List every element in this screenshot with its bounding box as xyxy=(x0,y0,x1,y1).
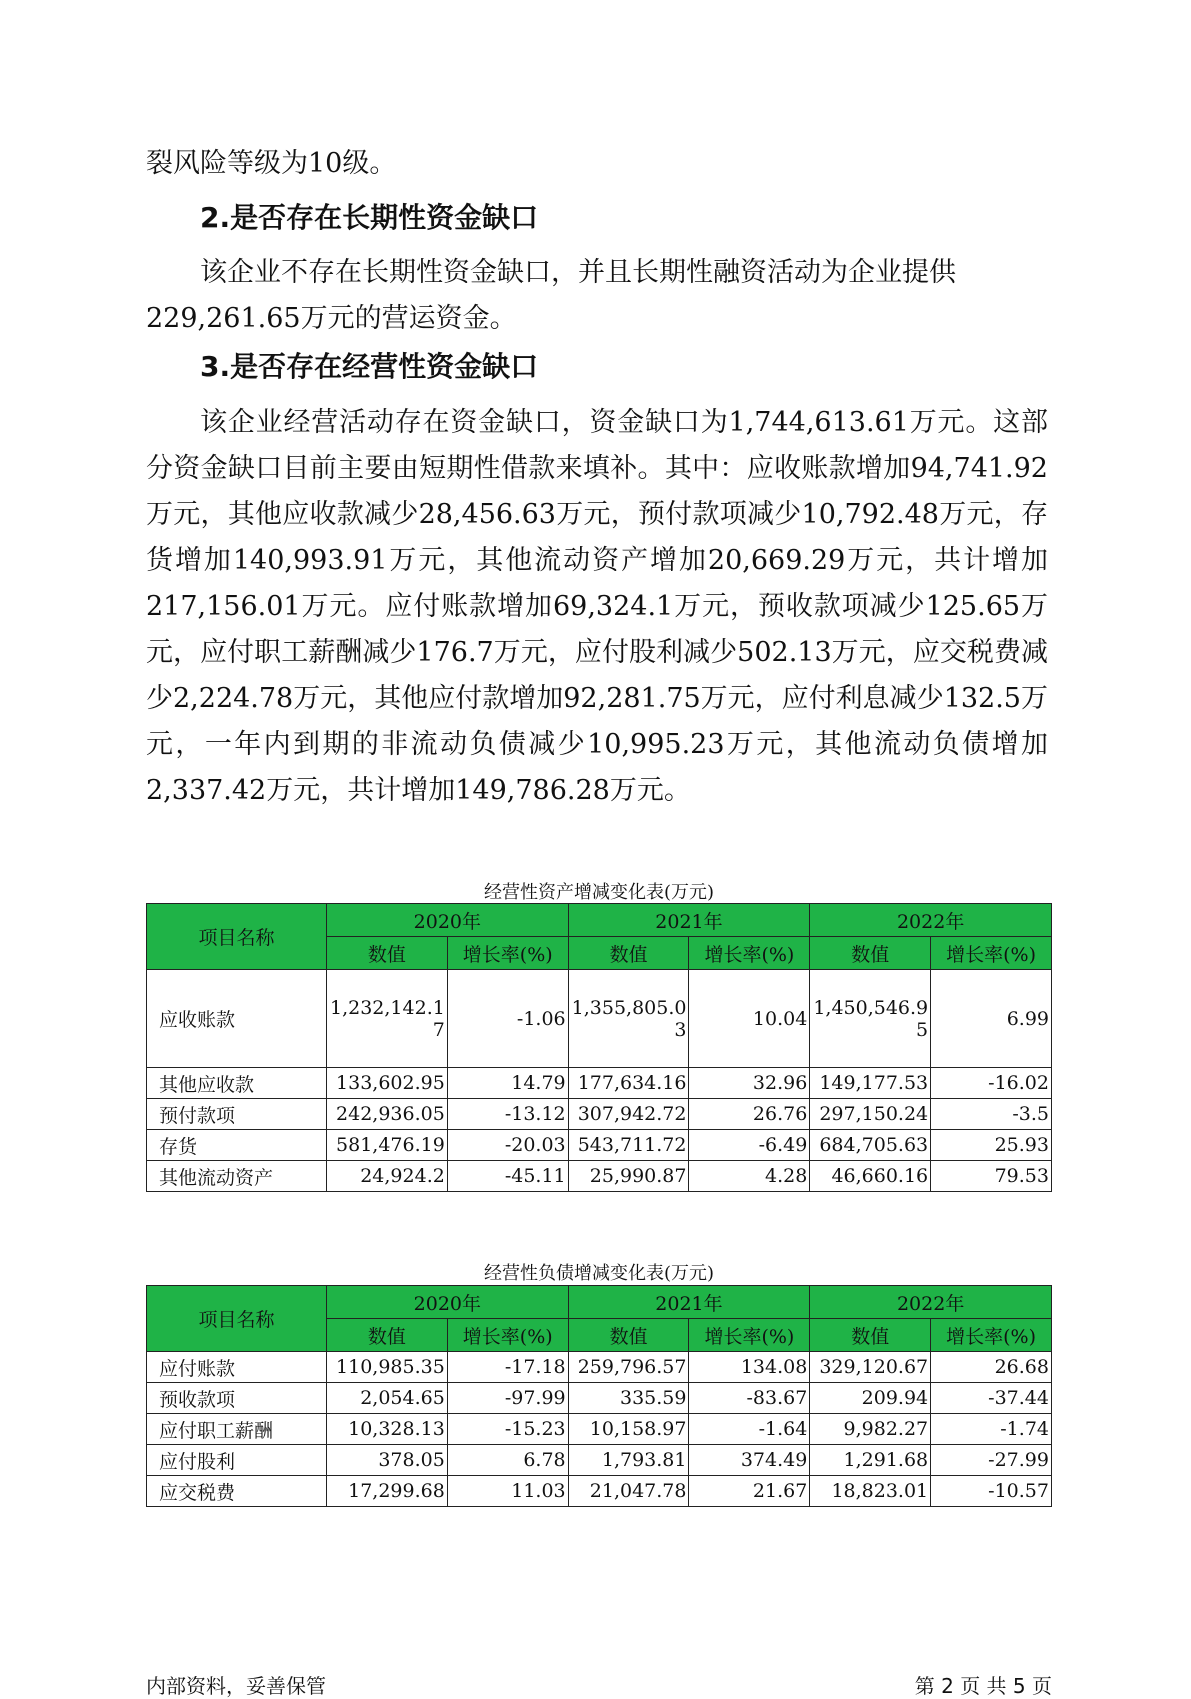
table-cell: 1,450,546.95 xyxy=(810,970,931,1068)
column-header: 增长率(%) xyxy=(447,937,568,970)
table-cell: 25.93 xyxy=(931,1130,1052,1161)
column-header: 2021年 xyxy=(568,1286,810,1319)
table-cell: 297,150.24 xyxy=(810,1099,931,1130)
column-header: 数值 xyxy=(810,937,931,970)
table-cell: -1.64 xyxy=(689,1414,810,1445)
table-cell: 1,355,805.03 xyxy=(568,970,689,1068)
column-header: 数值 xyxy=(327,937,448,970)
table-cell: 242,936.05 xyxy=(327,1099,448,1130)
table-cell: 133,602.95 xyxy=(327,1068,448,1099)
paragraph-operating xyxy=(146,400,1048,814)
table-cell: 26.76 xyxy=(689,1099,810,1130)
table-cell: 1,291.68 xyxy=(810,1445,931,1476)
table-cell: 10,158.97 xyxy=(568,1414,689,1445)
table-cell: 149,177.53 xyxy=(810,1068,931,1099)
row-label: 应交税费 xyxy=(147,1476,327,1507)
table-caption: 经营性资产增减变化表(万元) xyxy=(483,882,715,903)
column-header: 2022年 xyxy=(810,1286,1052,1319)
column-header: 项目名称 xyxy=(147,1286,327,1352)
table-cell: 4.28 xyxy=(689,1161,810,1192)
row-label: 存货 xyxy=(147,1130,327,1161)
table-row xyxy=(147,1414,1052,1445)
table-cell: -97.99 xyxy=(447,1383,568,1414)
table-cell: 26.68 xyxy=(931,1352,1052,1383)
table-cell: 581,476.19 xyxy=(327,1130,448,1161)
table-cell: 110,985.35 xyxy=(327,1352,448,1383)
table-cell: 32.96 xyxy=(689,1068,810,1099)
paragraph-line: 229,261.65万元的营运资金。 xyxy=(146,303,517,334)
column-header: 项目名称 xyxy=(147,904,327,970)
table-cell: 46,660.16 xyxy=(810,1161,931,1192)
column-header: 增长率(%) xyxy=(447,1319,568,1352)
table-cell: 79.53 xyxy=(931,1161,1052,1192)
column-header: 数值 xyxy=(810,1319,931,1352)
table-cell: 329,120.67 xyxy=(810,1352,931,1383)
table-cell: 21,047.78 xyxy=(568,1476,689,1507)
table-cell: -17.18 xyxy=(447,1352,568,1383)
table-cell: -37.44 xyxy=(931,1383,1052,1414)
paragraph-text: 该企业经营活动存在资金缺口，资金缺口为1,744,613.61万元。这部分资金缺口目前主要由短期性借款来填补。其中：应收账款增加94,741.92万元，其他应收款减少28,456.63万元，预付款项减少10,792.48万元，存货增加140,993.91万元，其他流动资产增加20,669.29万元，共计增加217,156.01万元。应付账款增加69,324.1万元，预收款项减少125.65万元，应付职工薪酬减少176.7万元，应付股利减少502.13万元，应交税费减少2,224.78万元，其他应付款增加92,281.75万元，应付利息减少132.5万元，一年内到期的非流动负债减少10,995.23万元，其他流动负债增加2,337.42万元，共计增加149,786.28万元。 xyxy=(146,407,1048,806)
table-row xyxy=(147,1130,1052,1161)
row-label: 应付股利 xyxy=(147,1445,327,1476)
column-header: 2020年 xyxy=(327,1286,569,1319)
table-cell: 2,054.65 xyxy=(327,1383,448,1414)
table-row xyxy=(147,1099,1052,1130)
table-cell: 11.03 xyxy=(447,1476,568,1507)
row-label: 应付账款 xyxy=(147,1352,327,1383)
table-cell: -16.02 xyxy=(931,1068,1052,1099)
table-row xyxy=(147,1383,1052,1414)
row-label: 其他应收款 xyxy=(147,1068,327,1099)
paragraph-line: 该企业不存在长期性资金缺口，并且长期性融资活动为企业提供 xyxy=(200,257,956,288)
column-header: 2021年 xyxy=(568,904,810,937)
column-header: 增长率(%) xyxy=(689,1319,810,1352)
table-row xyxy=(147,1161,1052,1192)
table-cell: 10.04 xyxy=(689,970,810,1068)
table-cell: 14.79 xyxy=(447,1068,568,1099)
table-cell: 25,990.87 xyxy=(568,1161,689,1192)
column-header: 数值 xyxy=(568,937,689,970)
column-header: 数值 xyxy=(568,1319,689,1352)
table-row xyxy=(147,1445,1052,1476)
table-cell: -10.57 xyxy=(931,1476,1052,1507)
table-cell: 1,793.81 xyxy=(568,1445,689,1476)
table-cell: -13.12 xyxy=(447,1099,568,1130)
table-cell: 259,796.57 xyxy=(568,1352,689,1383)
table-cell: 6.78 xyxy=(447,1445,568,1476)
heading-operating-gap: 3.是否存在经营性资金缺口 xyxy=(200,350,539,383)
table-cell: 6.99 xyxy=(931,970,1052,1068)
column-header: 2022年 xyxy=(810,904,1052,937)
table-cell: -20.03 xyxy=(447,1130,568,1161)
table-cell: 1,232,142.17 xyxy=(327,970,448,1068)
table-cell: 177,634.16 xyxy=(568,1068,689,1099)
table-caption: 经营性负债增减变化表(万元) xyxy=(483,1263,715,1284)
table-row xyxy=(147,1476,1052,1507)
table-cell: 209.94 xyxy=(810,1383,931,1414)
table-cell: 17,299.68 xyxy=(327,1476,448,1507)
table-cell: -27.99 xyxy=(931,1445,1052,1476)
table-cell: -6.49 xyxy=(689,1130,810,1161)
row-label: 预收款项 xyxy=(147,1383,327,1414)
operating-liabilities-table xyxy=(146,1285,1052,1507)
table-cell: 24,924.2 xyxy=(327,1161,448,1192)
table-cell: 9,982.27 xyxy=(810,1414,931,1445)
heading-long-term-gap: 2.是否存在长期性资金缺口 xyxy=(200,201,539,234)
table-cell: 378.05 xyxy=(327,1445,448,1476)
table-row xyxy=(147,1068,1052,1099)
table-cell: -1.74 xyxy=(931,1414,1052,1445)
table-cell: -3.5 xyxy=(931,1099,1052,1130)
column-header: 增长率(%) xyxy=(931,1319,1052,1352)
table-cell: 374.49 xyxy=(689,1445,810,1476)
paragraph-long-term xyxy=(146,250,1048,342)
paragraph-risk-level xyxy=(146,141,1048,187)
footer-confidential-note: 内部资料，妥善保管 xyxy=(146,1674,326,1698)
footer-page-number: 第 2 页 共 5 页 xyxy=(914,1674,1052,1698)
table-cell: 543,711.72 xyxy=(568,1130,689,1161)
row-label: 应收账款 xyxy=(147,970,327,1068)
table-row xyxy=(147,1352,1052,1383)
column-header: 增长率(%) xyxy=(689,937,810,970)
row-label: 其他流动资产 xyxy=(147,1161,327,1192)
operating-assets-table xyxy=(146,903,1052,1192)
row-label: 预付款项 xyxy=(147,1099,327,1130)
table-cell: -15.23 xyxy=(447,1414,568,1445)
row-label: 应付职工薪酬 xyxy=(147,1414,327,1445)
column-header: 增长率(%) xyxy=(931,937,1052,970)
table-cell: 21.67 xyxy=(689,1476,810,1507)
table-cell: 18,823.01 xyxy=(810,1476,931,1507)
table-cell: -1.06 xyxy=(447,970,568,1068)
table-cell: 307,942.72 xyxy=(568,1099,689,1130)
table-row xyxy=(147,970,1052,1068)
column-header: 2020年 xyxy=(327,904,569,937)
table-cell: 10,328.13 xyxy=(327,1414,448,1445)
table-cell: -83.67 xyxy=(689,1383,810,1414)
table-cell: 684,705.63 xyxy=(810,1130,931,1161)
paragraph-text: 裂风险等级为10级。 xyxy=(146,148,397,179)
column-header: 数值 xyxy=(327,1319,448,1352)
table-cell: 335.59 xyxy=(568,1383,689,1414)
table-cell: 134.08 xyxy=(689,1352,810,1383)
table-cell: -45.11 xyxy=(447,1161,568,1192)
